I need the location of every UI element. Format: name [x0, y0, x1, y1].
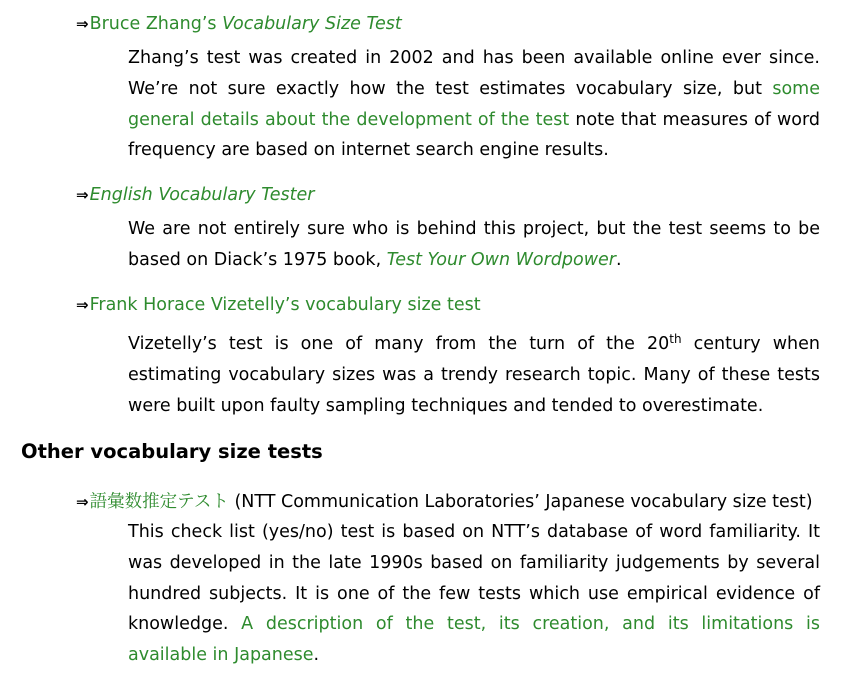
arrow-right-icon: ⇒	[76, 15, 89, 33]
entry-heading-suffix: (NTT Communication Laboratories’ Japanese vocabulary size test)	[228, 492, 813, 512]
entry-description	[128, 517, 820, 671]
section-heading: Other vocabulary size tests	[21, 440, 323, 463]
link-text: Bruce Zhang’s	[89, 14, 223, 34]
superscript-text: th	[669, 332, 682, 346]
entry-description	[128, 43, 820, 166]
zhang-test-link[interactable]	[90, 14, 402, 34]
description-text: Vizetelly’s test is one of many from the turn of the 20	[128, 334, 670, 354]
entry-description	[128, 329, 820, 421]
description-text: note that measures of word frequency are based on internet search engine results.	[128, 109, 821, 161]
description-text: This check list (yes/no) test is based on NTT’s database of word familiarity. It was developed in the late 1990s based on familiarity judgements by several hundred subjects. It is one of the few tests which use empirical evidence of knowledge.	[128, 522, 820, 635]
japanese-description-link[interactable]: A description of the test, its creation, and its limitations is available in Japanese	[128, 614, 820, 666]
entry-heading	[76, 13, 820, 35]
arrow-right-icon: ⇒	[76, 493, 89, 511]
entry-english-vocabulary-tester	[76, 184, 820, 276]
english-vocabulary-tester-link[interactable]: English Vocabulary Tester	[89, 185, 315, 205]
entry-heading	[76, 294, 820, 316]
entry-vizetelly	[76, 294, 820, 421]
description-text: Zhang’s test was created in 2002 and has been available online ever since. We’re not sure exactly how the test estimates vocabulary size, but	[128, 48, 820, 99]
arrow-right-icon: ⇒	[76, 296, 89, 314]
entry-heading	[76, 184, 820, 206]
entry-heading	[76, 491, 820, 513]
description-text: century when estimating vocabulary sizes was a trendy research topic. Many of these tests were built upon faulty sampling techniques and tended to overestimate.	[128, 334, 821, 416]
entry-ntt-japanese-test	[76, 491, 820, 671]
description-text: We are not entirely sure who is behind this project, but the test seems to be based on Diack’s 1975 book,	[128, 219, 820, 270]
ntt-japanese-test-link[interactable]: 語彙数推定テスト	[89, 492, 229, 512]
link-text-italic: Vocabulary Size Test	[222, 14, 402, 34]
vizetelly-test-link[interactable]: Frank Horace Vizetelly’s vocabulary size test	[89, 295, 481, 315]
entry-description	[128, 214, 820, 276]
description-text: .	[313, 645, 320, 666]
description-text: .	[616, 249, 622, 270]
entry-zhang	[76, 13, 820, 166]
arrow-right-icon: ⇒	[76, 186, 89, 204]
wordpower-book-link[interactable]: Test Your Own Wordpower	[386, 249, 617, 270]
development-details-link[interactable]: some general details about the development of the test	[128, 78, 820, 130]
